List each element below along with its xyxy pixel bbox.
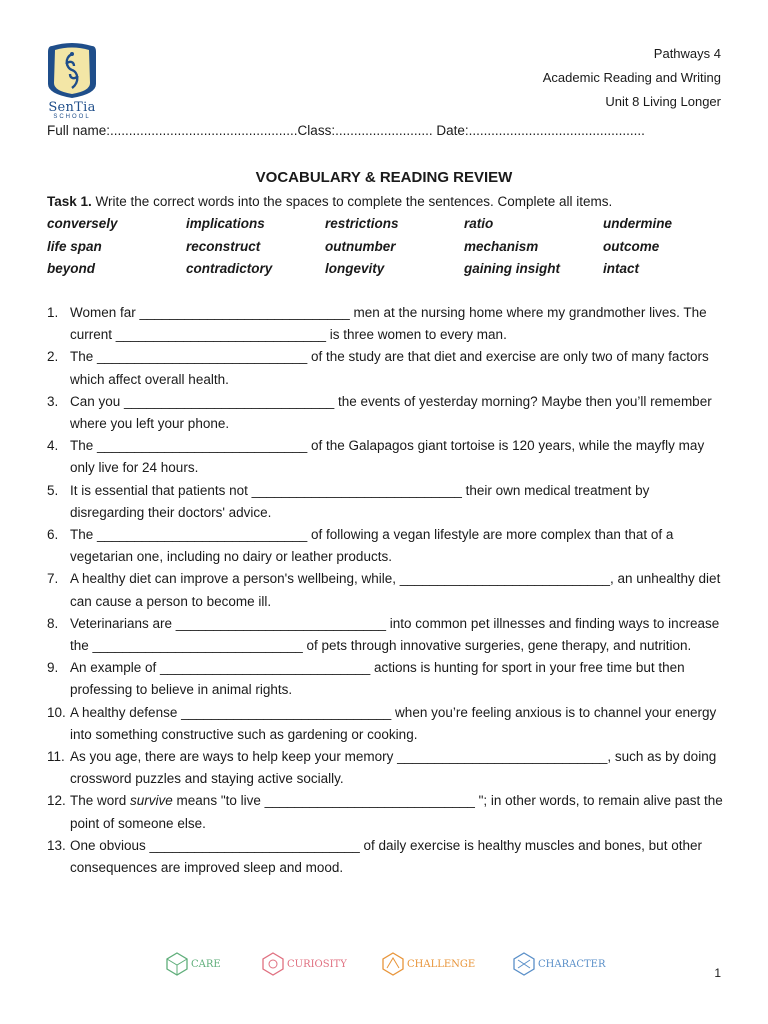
item-text: The ____________________________ of the Galapagos giant tortoise is 120 years, while the mayfly may only live for 24 hours. <box>70 438 705 476</box>
item-number: 7. <box>47 571 59 587</box>
value-care <box>166 952 221 976</box>
word-bank-item: mechanism <box>464 238 539 254</box>
item-text: As you age, there are ways to help keep your memory ____________________________, such as by doing crossword puzzles and staying active socially. <box>70 749 717 787</box>
item-text: One obvious ____________________________ of daily exercise is healthy muscles and bones, but other consequences are improved sleep and mood. <box>70 837 702 876</box>
item-number: 3. <box>47 393 59 409</box>
item-number: 1. <box>47 305 59 320</box>
item-text: It is essential that patients not ____________________________ their own medical treatment by disregarding their doctors' advice. <box>70 482 650 520</box>
exercise-item <box>47 346 727 390</box>
item-text-after: means "to live ____________________________ "; in other words, to remain alive past the point of someone else. <box>70 793 723 831</box>
item-text: Can you ____________________________ the events of yesterday morning? Maybe then you’ll remember where you left your phone. <box>70 393 712 432</box>
exercise-item <box>47 790 727 834</box>
logo-name: SenTia <box>48 100 96 115</box>
word-bank-item: reconstruct <box>186 238 261 254</box>
word-bank-item: undermine <box>603 216 673 231</box>
word-bank-item: outnumber <box>325 238 396 254</box>
curiosity-icon <box>262 952 284 976</box>
item-text: The ____________________________ of the study are that diet and exercise are only two of many factors which affect overall health. <box>70 349 709 387</box>
page-number: 1 <box>714 966 721 980</box>
unit-title: Unit 8 Living Longer <box>605 94 721 109</box>
word-bank-item: gaining insight <box>464 261 560 276</box>
exercise-list <box>47 302 727 879</box>
item-number: 6. <box>47 527 59 543</box>
exercise-item <box>47 302 727 346</box>
word-bank-item: implications <box>186 216 265 231</box>
word-bank-item: outcome <box>603 238 660 254</box>
challenge-icon <box>382 952 404 976</box>
logo-subtitle: SCHOOL <box>53 114 91 120</box>
word-bank-item: restrictions <box>325 216 399 231</box>
item-number: 12. <box>47 793 66 809</box>
value-character <box>513 952 606 976</box>
exercise-item <box>47 480 727 524</box>
exercise-item <box>47 568 727 612</box>
school-crest-icon <box>44 42 100 100</box>
exercise-item <box>47 835 727 879</box>
value-curiosity <box>262 952 347 976</box>
item-text: A healthy diet can improve a person's wellbeing, while, ____________________________, an unhealthy diet can cause a person to become ill. <box>70 571 721 609</box>
exercise-item <box>47 746 727 790</box>
footer-values <box>0 952 768 982</box>
student-info-line: Full name:..................................................Class:.......................... Date:............................................... <box>47 123 645 138</box>
character-icon <box>513 952 535 976</box>
item-number: 8. <box>47 615 59 631</box>
word-bank-item: contradictory <box>186 261 273 276</box>
item-number: 13. <box>47 837 66 853</box>
value-label: CARE <box>191 958 221 970</box>
word-bank-item: longevity <box>325 261 385 276</box>
task-text: Write the correct words into the spaces to complete the sentences. Complete all items. <box>95 194 613 209</box>
value-label: CURIOSITY <box>287 958 347 970</box>
value-label: CHARACTER <box>538 958 606 970</box>
value-label: CHALLENGE <box>407 958 476 970</box>
item-text: Veterinarians are ____________________________ into common pet illnesses and finding ways to increase the ____________________________ of pets through innovative surgeries, gene therapy, and nutrition. <box>70 615 720 654</box>
item-number: 5. <box>47 482 59 498</box>
school-logo <box>44 42 100 121</box>
word-bank-item: ratio <box>464 216 494 231</box>
exercise-item <box>47 524 727 568</box>
item-number: 4. <box>47 438 59 454</box>
task-label: Task 1. <box>47 194 92 209</box>
exercise-item <box>47 657 727 701</box>
exercise-item <box>47 702 727 746</box>
item-number: 10. <box>47 704 66 720</box>
word-bank-item: beyond <box>47 261 96 276</box>
item-number: 11. <box>47 749 65 765</box>
word-bank-item: conversely <box>47 216 118 231</box>
course-subject: Academic Reading and Writing <box>542 70 721 85</box>
item-text-before: The word <box>70 793 131 809</box>
course-name: Pathways 4 <box>653 46 721 61</box>
item-number: 2. <box>47 349 59 365</box>
item-text: A healthy defense ____________________________ when you’re feeling anxious is to channel your energy into something constructive such as gardening or cooking. <box>70 704 717 742</box>
page-title: VOCABULARY & READING REVIEW <box>255 169 513 186</box>
item-number: 9. <box>47 660 59 676</box>
item-text: An example of ____________________________ actions is hunting for sport in your free time but then professing to believe in animal rights. <box>70 660 685 698</box>
exercise-item <box>47 391 727 435</box>
item-text: Women far ____________________________ men at the nursing home where my grandmother lives. The current ____________________________ is three women to every man. <box>70 305 707 343</box>
value-challenge <box>382 952 475 976</box>
item-text: The ____________________________ of following a vegan lifestyle are more complex than that of a vegetarian one, including no dairy or leather products. <box>70 527 674 565</box>
word-bank-item: life span <box>47 238 102 254</box>
course-header <box>543 42 721 114</box>
word-bank-item: intact <box>603 261 640 276</box>
item-text <box>70 793 723 830</box>
exercise-item <box>47 613 727 657</box>
exercise-item <box>47 435 727 479</box>
task-instruction <box>47 194 612 209</box>
item-text-emphasis: survive <box>130 793 173 809</box>
care-icon <box>166 952 188 976</box>
